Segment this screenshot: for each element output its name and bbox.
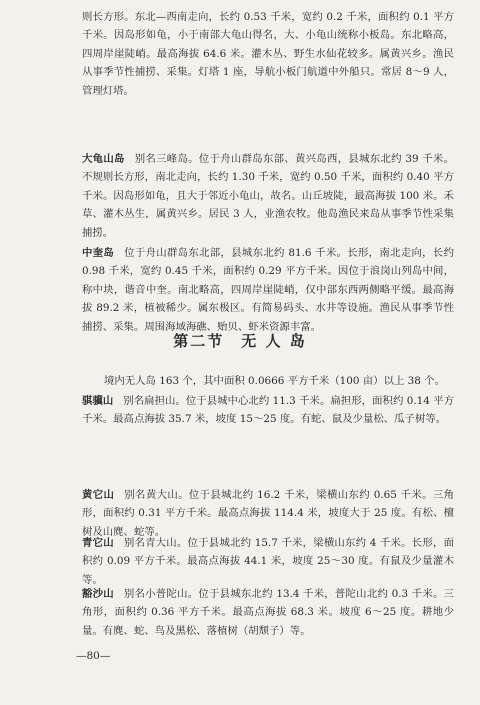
paragraph-zhongkui-island (82, 244, 454, 336)
island-desc-daguishan: 别名三峰岛。位于舟山群岛东部、黄兴岛西，县城东北约 39 千米。不规则长方形，南北走向，长约 1.30 千米，宽约 0.50 千米，面积约 0.40 平方千米。因岛形如龟，且大于邻近小龟山，故名。山丘坡陡，最高海拔 100 米。禾草、灌木丛生，属黄兴乡。居民 3 人，业渔农牧。他岛渔民来岛从事季节性采集捕捞。 (82, 153, 454, 239)
page-number: —80— (76, 650, 111, 662)
island-name-qingtuoshan: 青它山 (82, 537, 114, 549)
paragraph-xiaogui-island: 则长方形。东北—西南走向，长约 0.53 千米，宽约 0.2 千米，面积约 0.1 平方千米。因岛形如龟，小于南部大龟山得名，大、小龟山统称小板岛。东北略高，四周岸崖陡峭。最高海拔 64.6 米。灌木丛、野生水仙花较多。属黄兴乡。渔民从事季节性捕捞、采集。灯塔 1 座，导航小板门航道中外船只。常居 8～9 人，管理灯塔。 (82, 11, 454, 97)
paragraph-qijishan (82, 392, 454, 429)
island-desc-qijishan: 别名扁担山。位于县城中心北约 11.3 千米。扁担形，面积约 0.14 平方千米。最高点海拔 35.7 米，坡度 15～25 度。有蛇、鼠及少量松、瓜子树等。 (82, 395, 455, 426)
island-name-huoshashan: 豁沙山 (82, 588, 114, 600)
paragraph-daguishan-island (82, 150, 454, 242)
paragraph-huangtuoshan (82, 486, 454, 541)
island-desc-qingtuoshan: 别名青大山。位于县城北约 15.7 千米，梁横山东约 4 千米。长形，面积约 0.09 平方千米。最高点海拔 44.1 米，坡度 25～30 度。有鼠及少量灌木等。 (82, 537, 454, 586)
island-desc-huoshashan: 别名小普陀山。位于县城东北约 13.4 千米，普陀山北约 0.3 千米。三角形，面积约 0.36 平方千米。最高点海拔 68.3 米。坡度 6～25 度。耕地少量。有麂、蛇、鸟及黑松、落植树（胡颓子）等。 (82, 588, 454, 637)
island-desc-huangtuoshan: 别名黄大山。位于县城北约 16.2 千米，梁横山东约 0.65 千米。三角形，面积约 0.31 平方千米。最高点海拔 114.4 米，坡度大于 25 度。有松、檀树及山麂、蛇等。 (82, 489, 454, 538)
island-desc-zhongkui: 位于舟山群岛东北部，县城东北约 81.6 千米。长形，南北走向，长约 0.98 千米，宽约 0.45 千米，面积约 0.29 平方千米。因位于浪岗山列岛中间，称中块，谐音中奎。南北略高，四周岸崖陡峭，仅中部东西两侧略平缓。最高海拔 89.2 米，植被稀少。属东极区。有简易码头、水井等设施。渔民从事季节性捕捞、采集。周围海域海礁、贻贝、虾米资源丰富。 (82, 247, 454, 333)
island-name-huangtuoshan: 黄它山 (82, 489, 115, 501)
paragraph-huoshashan (82, 585, 454, 640)
section-heading: 第二节 无 人 岛 (173, 332, 307, 350)
intro-uninhabited-islands: 境内无人岛 163 个，其中面积 0.0666 平方千米（100 亩）以上 38 个。 (104, 375, 445, 387)
island-name-zhongkui: 中奎岛 (82, 247, 115, 259)
paragraph-qingtuoshan (82, 534, 454, 589)
island-name-daguishan: 大龟山岛 (82, 153, 125, 165)
island-name-qijishan: 骐骥山 (82, 395, 114, 407)
